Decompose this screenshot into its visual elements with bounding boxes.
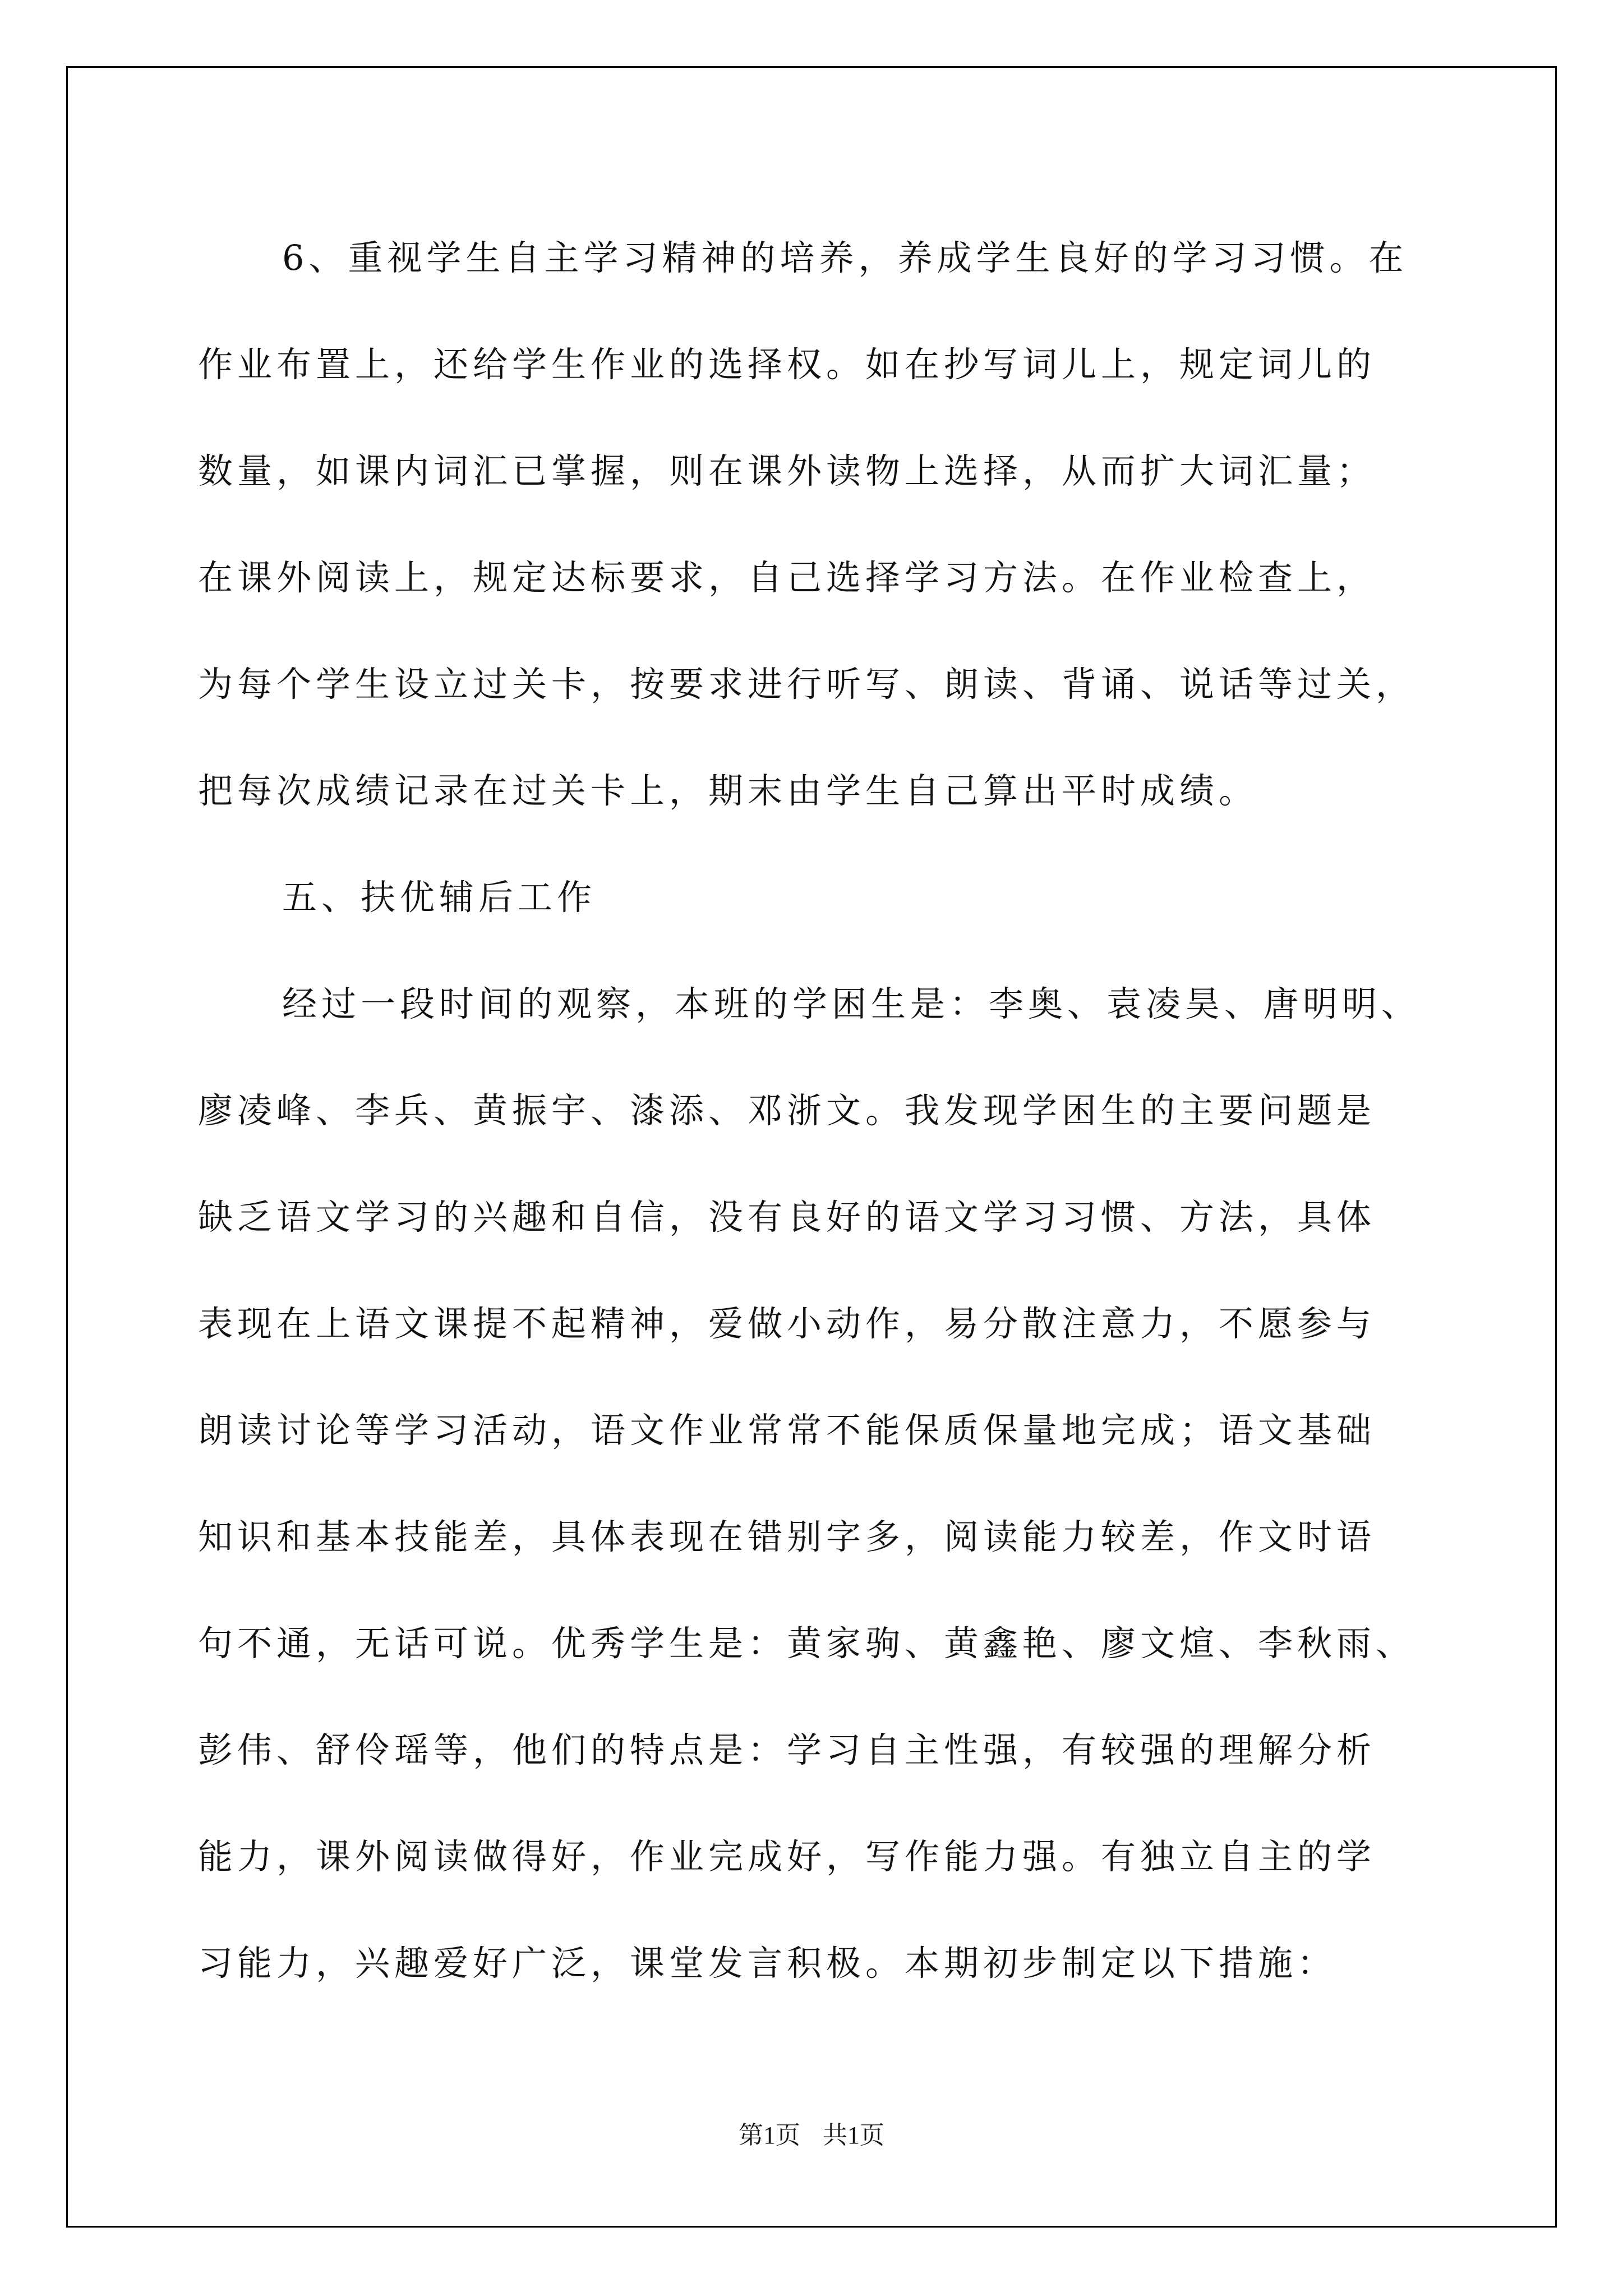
paragraph-line: 廖凌峰、李兵、黄振宇、漆添、邓浙文。我发现学困生的主要问题是 [198, 1090, 1376, 1131]
paragraph-line: 经过一段时间的观察，本班的学困生是：李奥、袁凌昊、唐明明、 [282, 983, 1421, 1024]
paragraph-line: 知识和基本技能差，具体表现在错别字多，阅读能力较差，作文时语 [198, 1516, 1376, 1557]
paragraph-line: 在课外阅读上，规定达标要求，自己选择学习方法。在作业检查上， [198, 557, 1376, 598]
page-number: 第1页 [739, 2122, 800, 2149]
section-heading: 五、扶优辅后工作 [282, 877, 597, 918]
paragraph-line: 表现在上语文课提不起精神，爱做小动作，易分散注意力，不愿参与 [198, 1303, 1376, 1344]
paragraph-line: 习能力，兴趣爱好广泛，课堂发言积极。本期初步制定以下措施： [198, 1943, 1337, 1984]
page-total: 共1页 [823, 2122, 884, 2149]
paragraph-line: 把每次成绩记录在过关卡上，期末由学生自己算出平时成绩。 [198, 770, 1258, 811]
paragraph-line: 缺乏语文学习的兴趣和自信，没有良好的语文学习习惯、方法，具体 [198, 1197, 1376, 1237]
page-footer [0, 2115, 1623, 2151]
paragraph-line: 6、重视学生自主学习精神的培养，养成学生良好的学习习惯。在 [282, 237, 1408, 278]
paragraph-line: 能力，课外阅读做得好，作业完成好，写作能力强。有独立自主的学 [198, 1836, 1376, 1877]
paragraph-line: 彭伟、舒伶瑶等，他们的特点是：学习自主性强，有较强的理解分析 [198, 1729, 1376, 1770]
paragraph-line: 句不通，无话可说。优秀学生是：黄家驹、黄鑫艳、廖文煊、李秋雨、 [198, 1623, 1415, 1664]
paragraph-line: 为每个学生设立过关卡，按要求进行听写、朗读、背诵、说话等过关， [198, 664, 1415, 705]
document-body [198, 205, 1477, 2017]
paragraph-line: 朗读讨论等学习活动，语文作业常常不能保质保量地完成；语文基础 [198, 1410, 1376, 1451]
paragraph-line: 数量，如课内词汇已掌握，则在课外读物上选择，从而扩大词汇量； [198, 450, 1376, 491]
paragraph-line: 作业布置上，还给学生作业的选择权。如在抄写词儿上，规定词儿的 [198, 344, 1376, 385]
